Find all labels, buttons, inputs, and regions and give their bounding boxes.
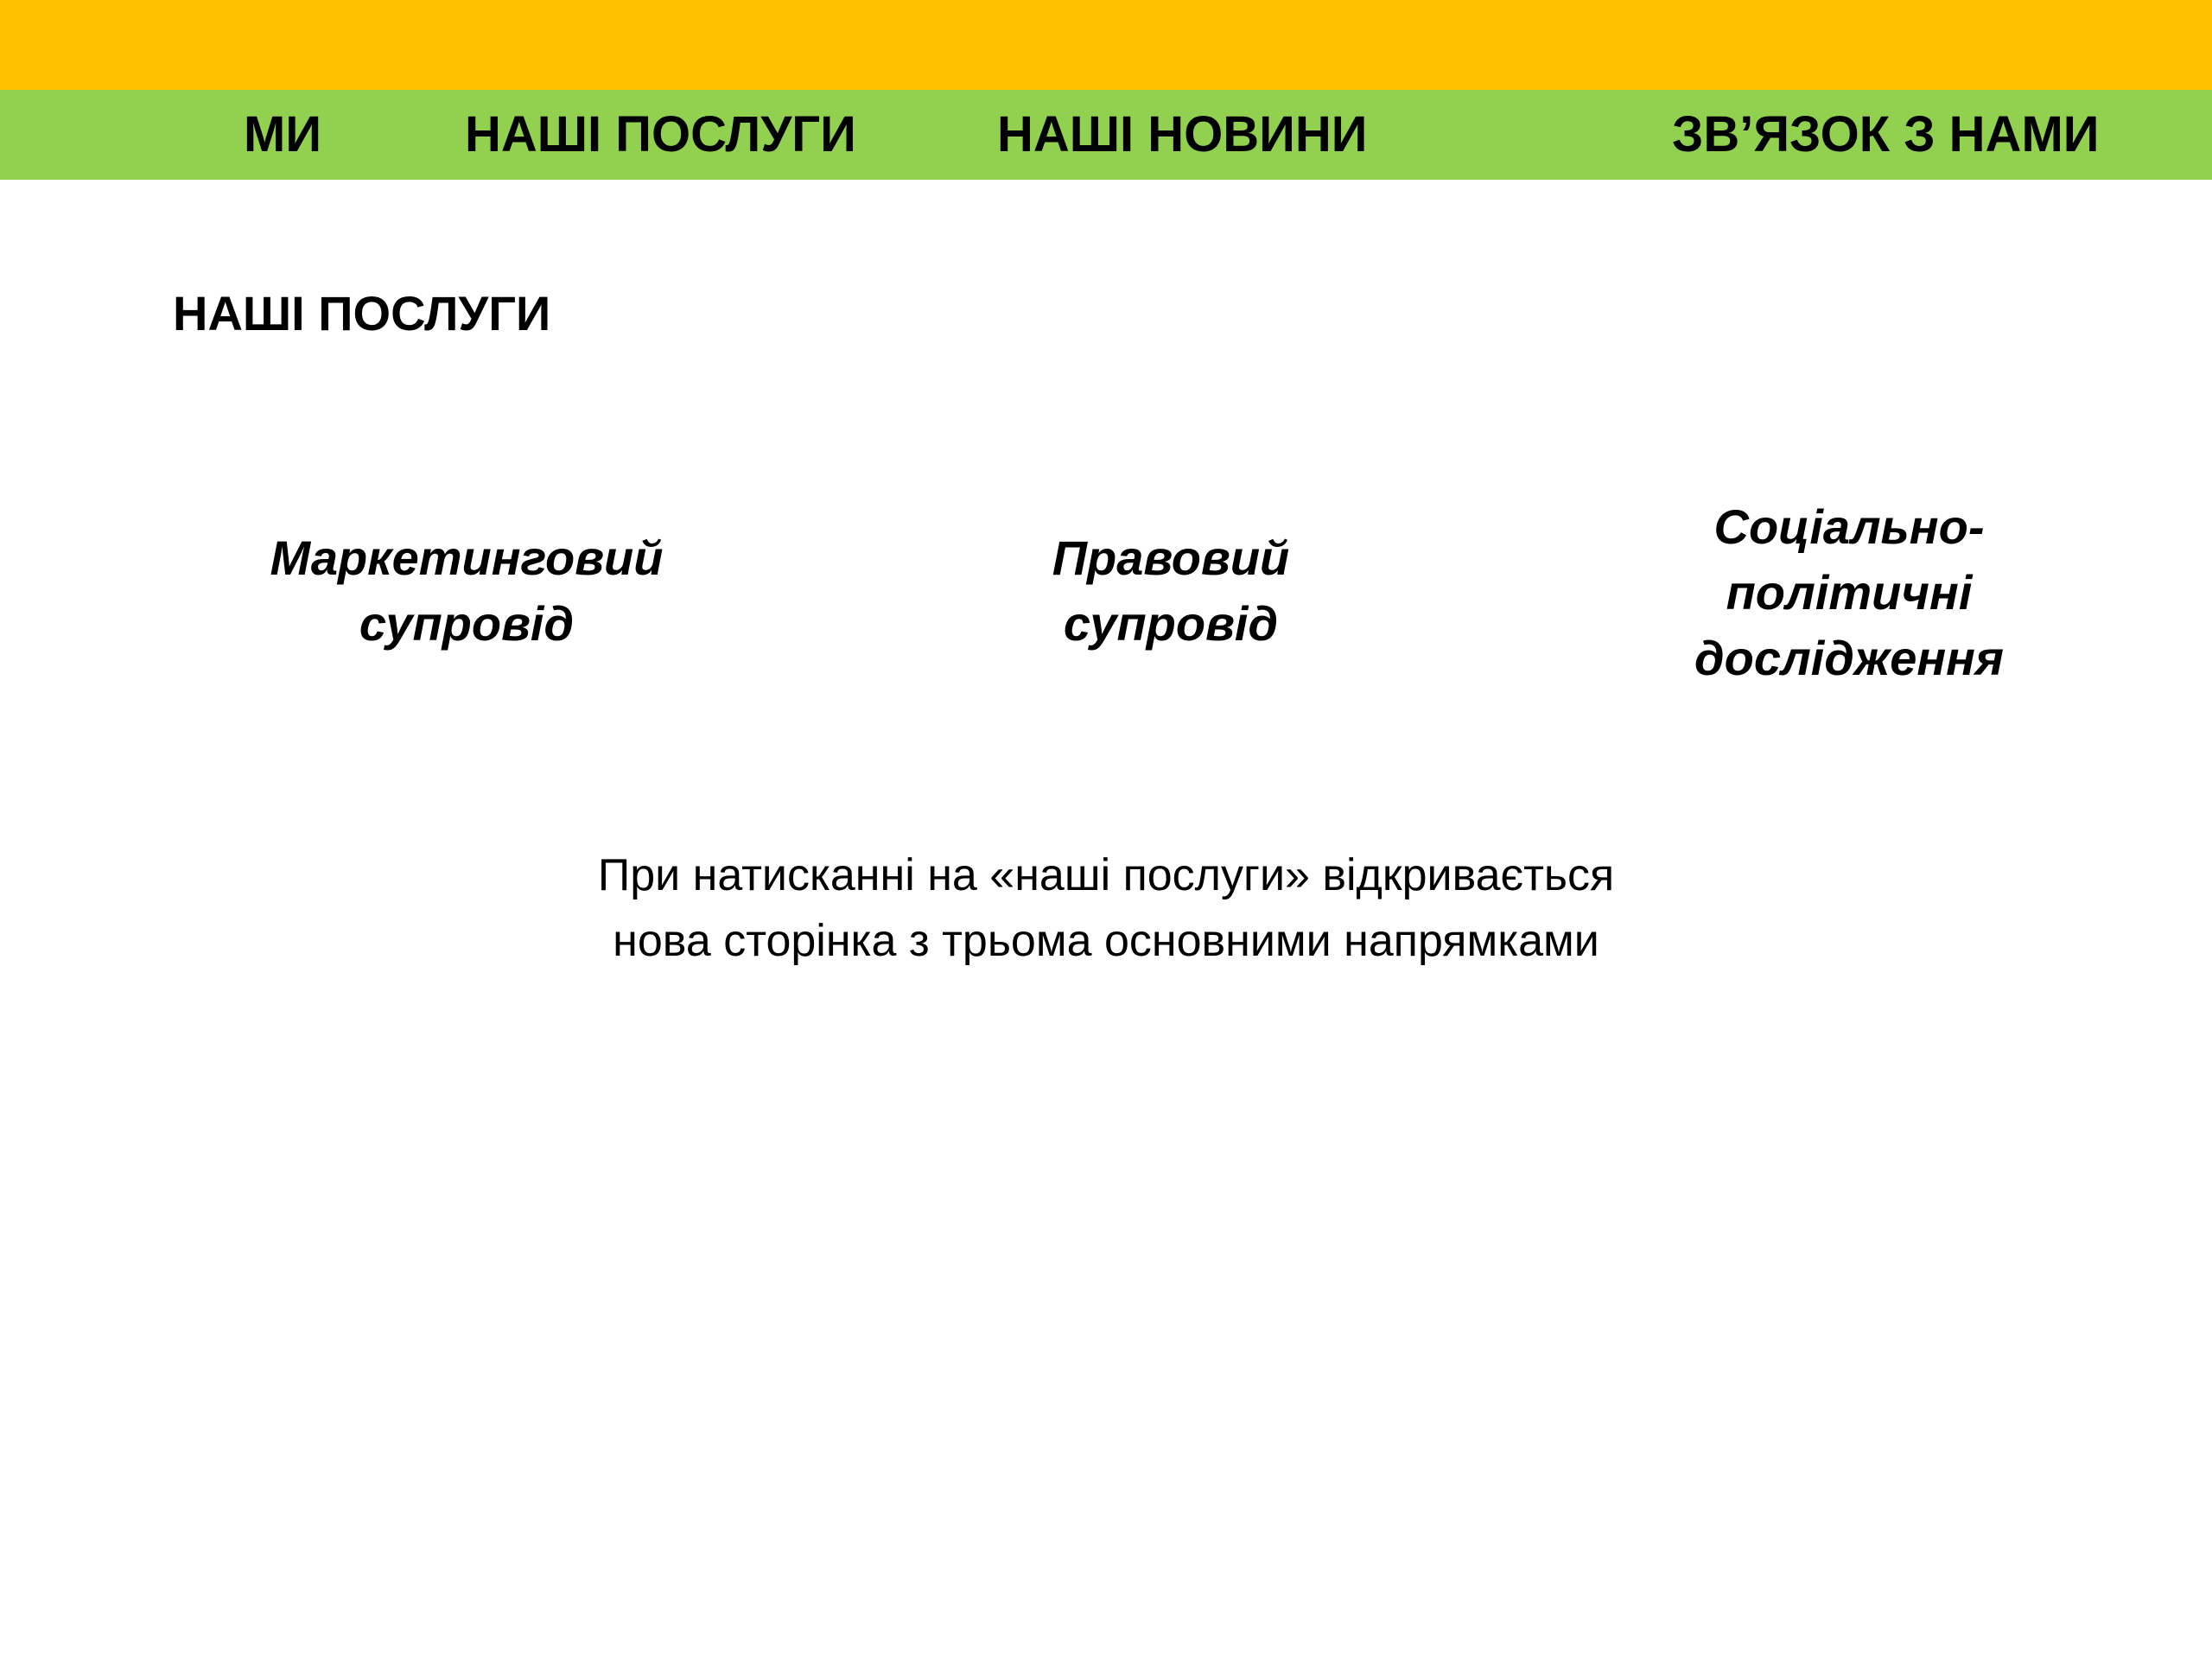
service-label-line: Маркетинговий [270,531,664,585]
nav-item-about[interactable]: МИ [244,106,322,162]
description-line: нова сторінка з трьома основними напрямками [613,916,1599,966]
service-legal-support[interactable] [998,525,1344,657]
description-text [415,842,1797,974]
top-banner [0,0,2212,90]
service-label-line: Соціально- [1713,499,1985,554]
main-navigation [0,90,2212,180]
nav-item-services[interactable]: НАШІ ПОСЛУГИ [465,106,856,162]
service-label-line: Правовий [1052,531,1290,585]
service-marketing-support[interactable] [251,525,683,657]
page-title: НАШІ ПОСЛУГИ [173,286,551,340]
service-label-line: політичні [1726,565,1973,620]
nav-item-contact[interactable]: ЗВ’ЯЗОК З НАМИ [1672,106,2100,162]
service-sociopolitical-research[interactable] [1642,494,2056,691]
service-label-line: супровід [1063,596,1279,651]
nav-item-news[interactable]: НАШІ НОВИНИ [997,106,1368,162]
service-label-line: супровід [359,596,575,651]
service-label-line: дослідження [1694,631,2004,685]
description-line: При натисканні на «наші послуги» відкривається [597,850,1615,900]
